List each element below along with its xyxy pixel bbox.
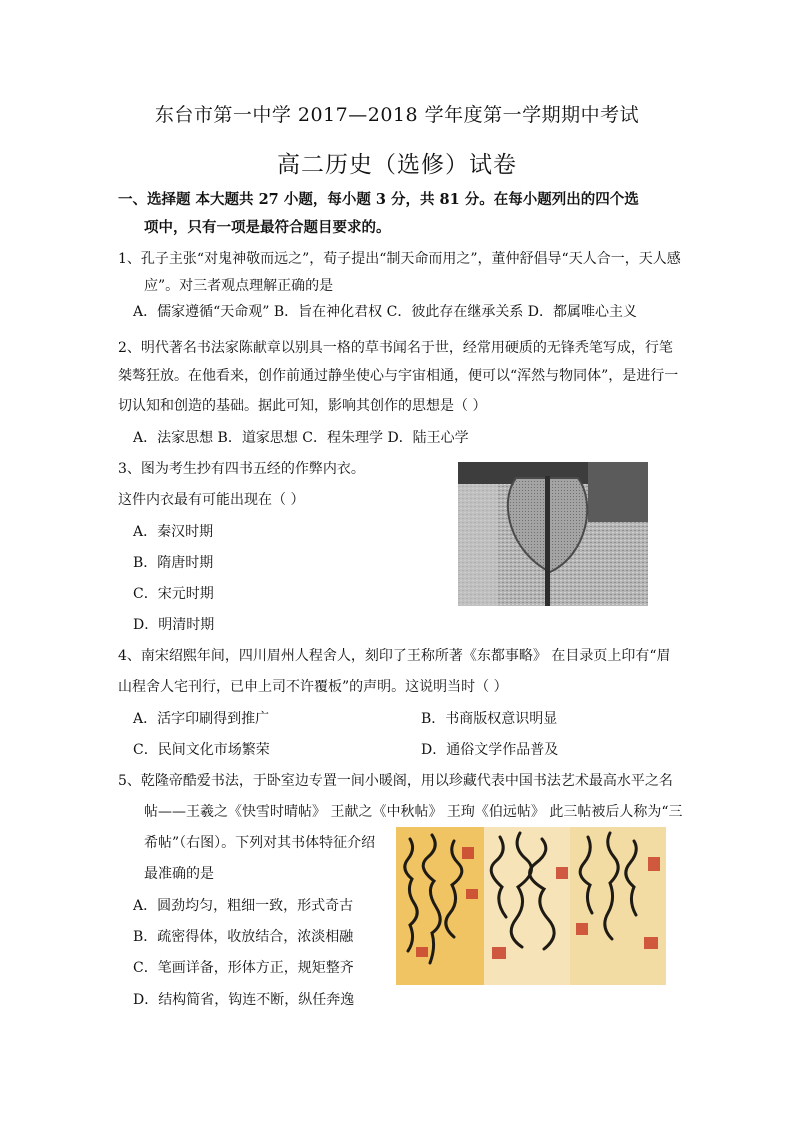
q4-stem-line1: 4、南宋绍熙年间，四川眉州人程舍人，刻印了王称所著《东都事略》 在目录页上印有“眉 (118, 648, 671, 664)
q4-option-c: C．民间文化市场繁荣 (133, 742, 270, 758)
q2-stem-line1: 2、明代著名书法家陈献章以别具一格的草书闻名于世，经常用硬质的无锋秃笔写成，行笔 (118, 340, 673, 356)
q5-stem-line2: 帖——王羲之《快雪时晴帖》 王献之《中秋帖》 王珣《伯远帖》 此三帖被后人称为“三 (144, 804, 683, 820)
q5-option-b: B．疏密得体，收放结合，浓淡相融 (133, 929, 354, 945)
three-rarities-calligraphy-image (396, 827, 666, 985)
q3-stem-line1: 3、图为考生抄有四书五经的作弊内衣。 (118, 461, 365, 477)
q3-stem-line2: 这件内衣最有可能出现在（ ） (118, 492, 305, 508)
q5-option-c: C．笔画详备，形体方正，规矩整齐 (133, 960, 354, 976)
q3-option-b: B．隋唐时期 (133, 555, 214, 571)
section-heading-line2: 项中，只有一项是最符合题目要求的。 (144, 219, 391, 236)
q4-option-b: B．书商版权意识明显 (421, 711, 558, 727)
q5-stem-line3: 希帖”（右图）。下列对其书体特征介绍 (144, 835, 376, 851)
cheating-undershirt-photo (458, 462, 648, 606)
q3-option-d: D．明清时期 (133, 617, 215, 633)
q3-option-c: C．宋元时期 (133, 586, 214, 602)
q5-stem-line1: 5、乾隆帝酷爱书法，于卧室边专置一间小暖阁，用以珍藏代表中国书法艺术最高水平之名 (118, 773, 673, 789)
q2-options: A．法家思想 B．道家思想 C．程朱理学 D．陆王心学 (133, 430, 469, 446)
q4-stem-line2: 山程舍人宅刊行，已申上司不许覆板”的声明。这说明当时（ ） (118, 679, 508, 695)
q1-options: A．儒家遵循“天命观” B．旨在神化君权 C．彼此存在继承关系 D．都属唯心主义 (133, 304, 637, 320)
q2-stem-line3: 切认知和创造的基础。据此可知，影响其创作的思想是（ ） (118, 398, 487, 414)
q5-option-d: D．结构简省，钩连不断，纵任奔逸 (133, 992, 355, 1008)
section-heading-line1: 一、选择题 本大题共 27 小题，每小题 3 分，共 81 分。在每小题列出的四个选 (118, 191, 639, 208)
q5-option-a: A．圆劲均匀，粗细一致，形式奇古 (133, 898, 354, 914)
q3-option-a: A．秦汉时期 (133, 524, 214, 540)
q4-option-a: A．活字印刷得到推广 (133, 711, 270, 727)
q5-stem-line4: 最准确的是 (144, 866, 214, 882)
q1-stem-line2: 应”。对三者观点理解正确的是 (144, 278, 334, 294)
q4-option-d: D．通俗文学作品普及 (421, 742, 559, 758)
exam-subtitle: 高二历史（选修）试卷 (277, 152, 517, 178)
q1-stem-line1: 1、孔子主张“对鬼神敬而远之”，荀子提出“制天命而用之”，董仲舒倡导“天人合一，天人感 (118, 251, 681, 267)
exam-title: 东台市第一中学 2017—2018 学年度第一学期期中考试 (154, 104, 640, 126)
q2-stem-line2: 桀骜狂放。在他看来，创作前通过静坐使心与宇宙相通，便可以“浑然与物同体”，是进行一 (118, 368, 679, 384)
